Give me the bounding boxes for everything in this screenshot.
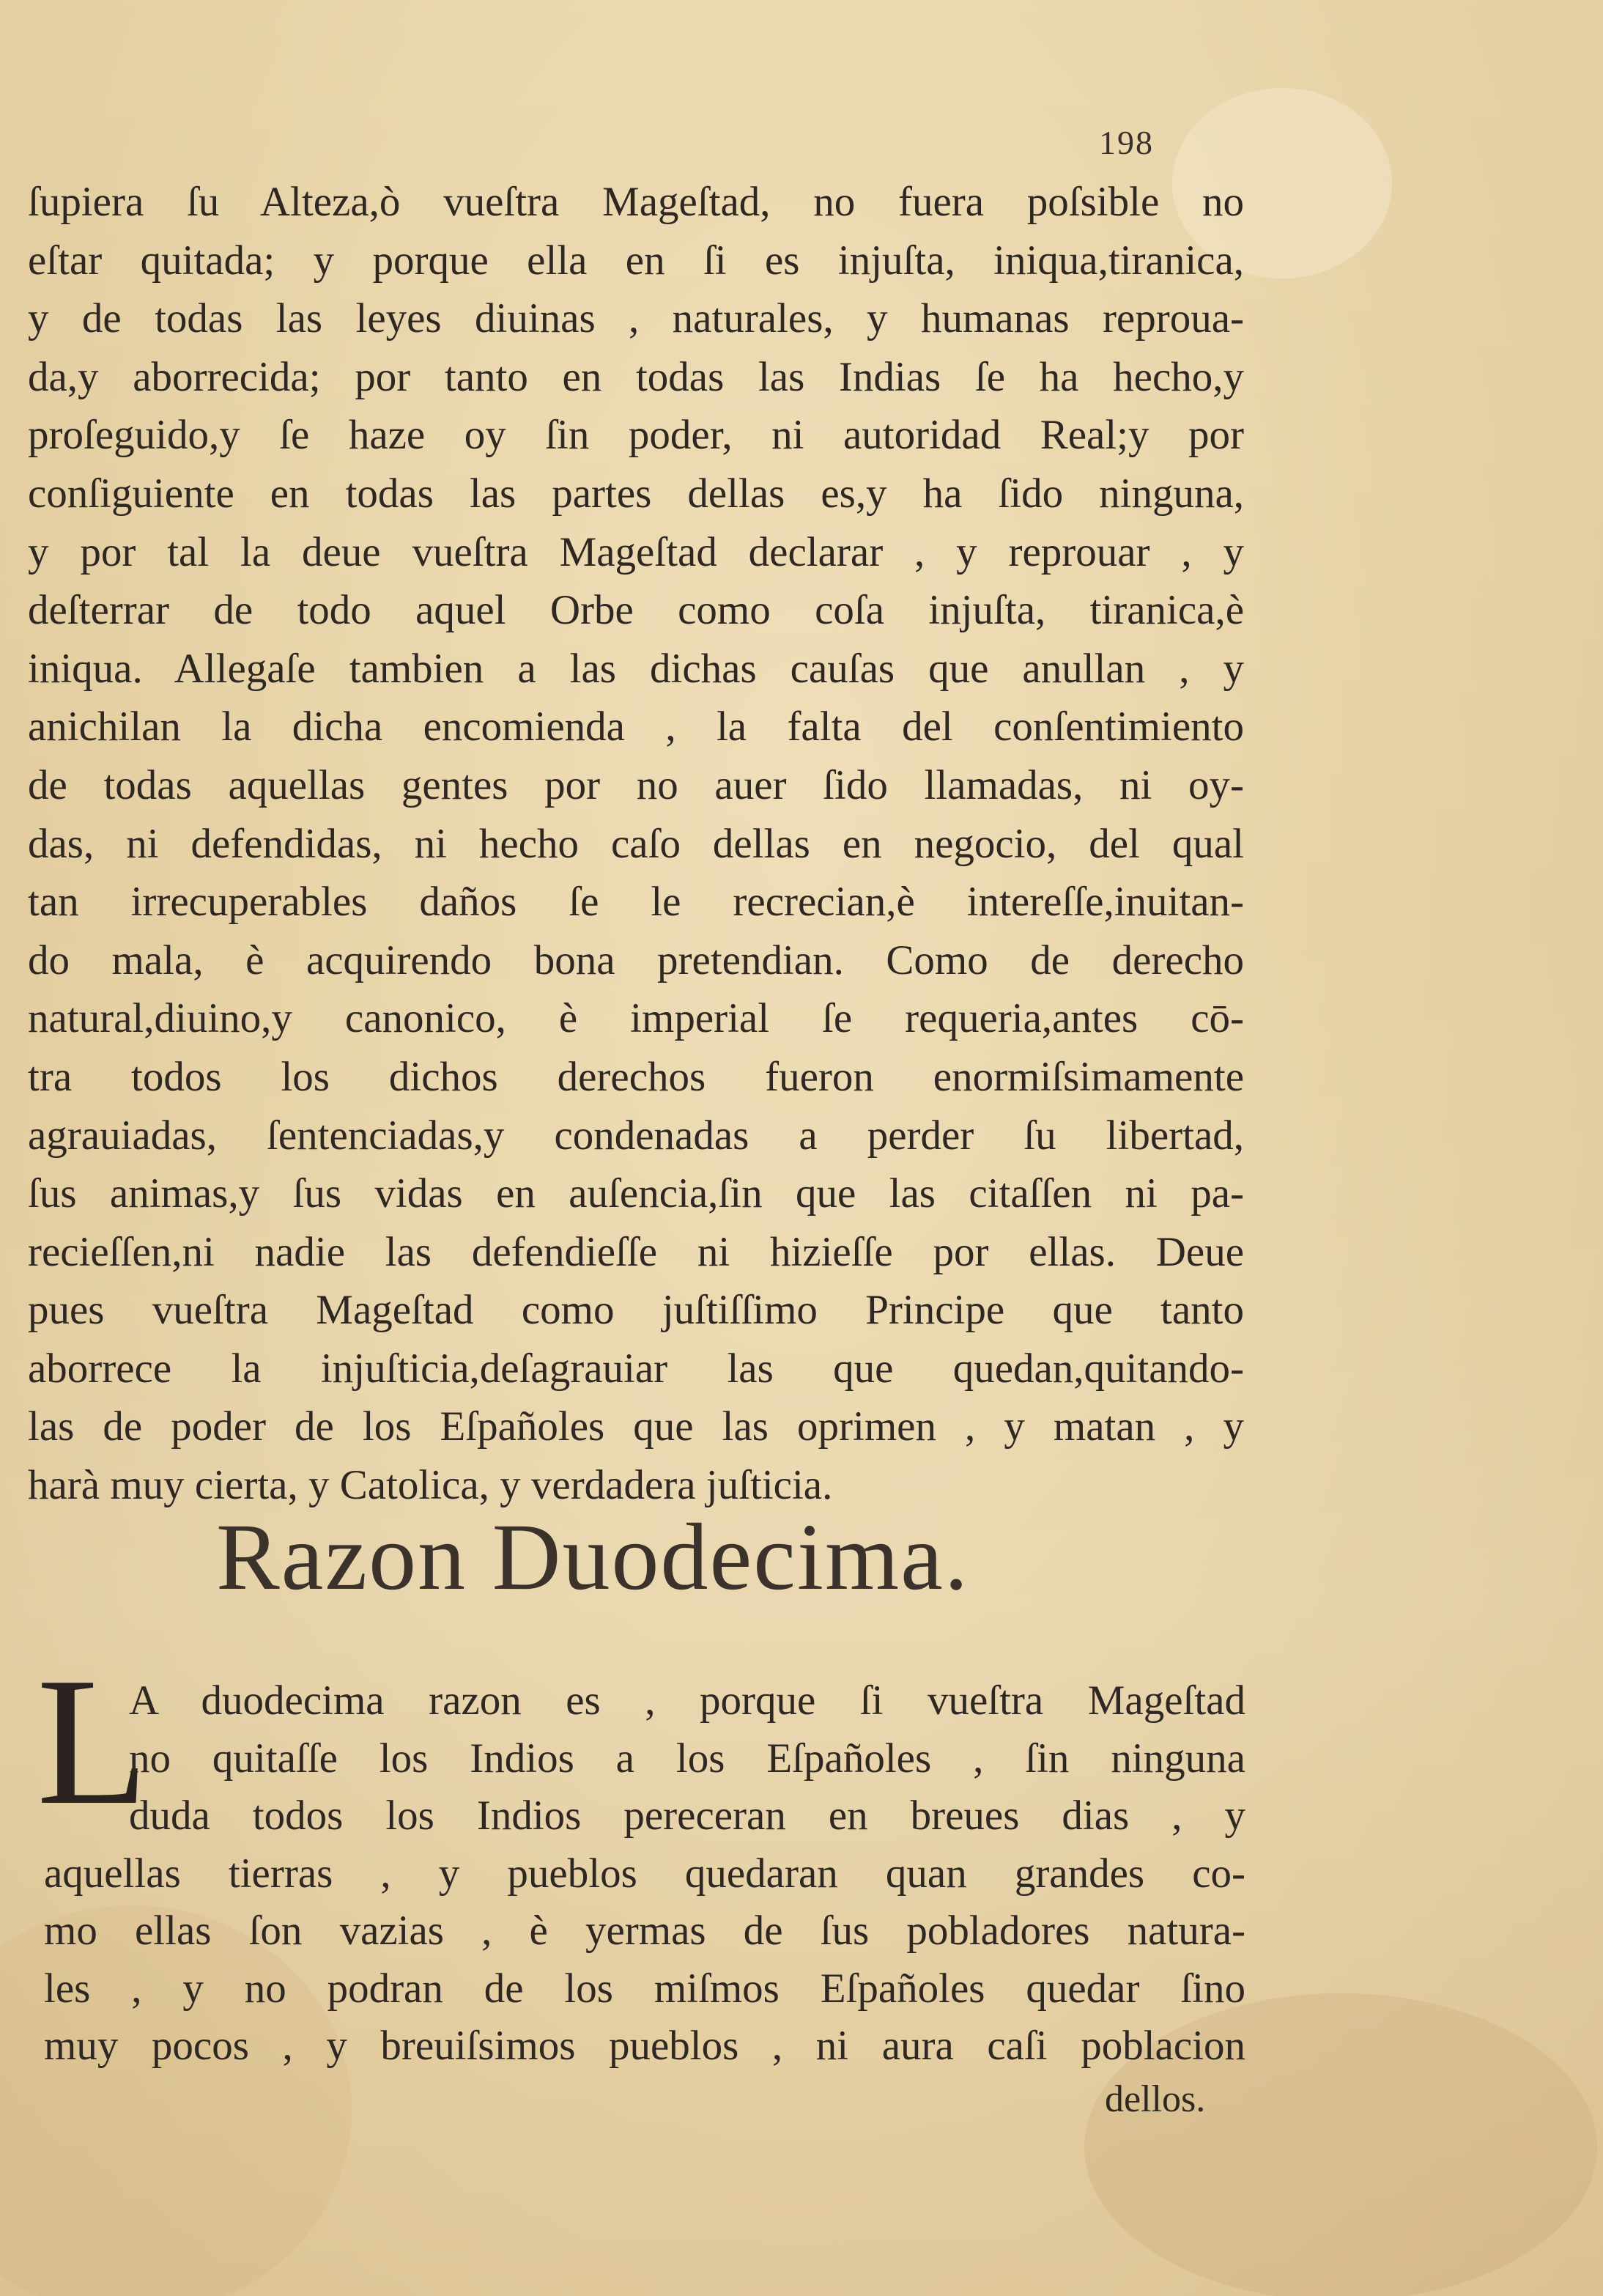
text-line: duda todos los Indios pereceran en breues dias , y [129, 1793, 1245, 1839]
text-line: aborrece la injuſticia,deſagrauiar las que quedan,quitando- [28, 1345, 1244, 1392]
text-line: les , y no podran de los miſmos Eſpañoles quedar ſino [44, 1965, 1245, 2012]
text-line: muy pocos , y breuiſsimos pueblos , ni aura caſi poblacion [44, 2023, 1245, 2069]
text-line: A duodecima razon es , porque ſi vueſtra Mageſtad [129, 1677, 1245, 1724]
body-paragraph [28, 173, 1244, 1515]
text-line: ſupiera ſu Alteza,ò vueſtra Mageſtad, no fuera poſsible no [28, 179, 1244, 225]
section-heading: Razon Duodecima. [216, 1505, 970, 1610]
section-paragraph [44, 1672, 1245, 2075]
text-line: eſtar quitada; y porque ella en ſi es injuſta, iniqua,tiranica, [28, 237, 1244, 284]
text-line: do mala, è acquirendo bona pretendian. Como de derecho [28, 937, 1244, 983]
text-line: proſeguido,y ſe haze oy ſin poder, ni autoridad Real;y por [28, 412, 1244, 459]
text-line: natural,diuino,y canonico, è imperial ſe requeria,antes cō- [28, 995, 1244, 1042]
drop-cap: L [37, 1640, 149, 1843]
text-line: pues vueſtra Mageſtad como juſtiſſimo Principe que tanto [28, 1287, 1244, 1334]
text-line: aquellas tierras , y pueblos quedaran quan grandes co- [44, 1850, 1245, 1897]
text-line: agrauiadas, ſentenciadas,y condenadas a perder ſu libertad, [28, 1112, 1244, 1159]
text-line: conſiguiente en todas las partes dellas es,y ha ſido ninguna, [28, 470, 1244, 517]
text-line: tra todos los dichos derechos fueron enormiſsimamente [28, 1053, 1244, 1100]
text-line: las de poder de los Eſpañoles que las oprimen , y matan , y [28, 1403, 1244, 1450]
text-line: y de todas las leyes diuinas , naturales, y humanas reproua- [28, 295, 1244, 342]
text-line: ſus animas,y ſus vidas en auſencia,ſin que las citaſſen ni pa- [28, 1170, 1244, 1217]
text-line: y por tal la deue vueſtra Mageſtad declarar , y reprouar , y [28, 528, 1244, 575]
page-number: 198 [1099, 124, 1154, 161]
text-line: iniqua. Allegaſe tambien a las dichas cauſas que anullan , y [28, 645, 1244, 692]
text-line: anichilan la dicha encomienda , la falta del conſentimiento [28, 704, 1244, 750]
text-line: mo ellas ſon vazias , è yermas de ſus pobladores natura- [44, 1908, 1245, 1954]
text-line: deſterrar de todo aquel Orbe como coſa injuſta, tiranica,è [28, 587, 1244, 634]
text-line: recieſſen,ni nadie las defendieſſe ni hizieſſe por ellas. Deue [28, 1228, 1244, 1275]
text-line: no quitaſſe los Indios a los Eſpañoles , ſin ninguna [129, 1735, 1245, 1782]
text-line: harà muy cierta, y Catolica, y verdadera juſticia. [28, 1462, 833, 1509]
text-line: das, ni defendidas, ni hecho caſo dellas en negocio, del qual [28, 820, 1244, 867]
catchword: dellos. [1105, 2078, 1206, 2120]
text-line: de todas aquellas gentes por no auer ſido llamadas, ni oy- [28, 761, 1244, 808]
text-line: tan irrecuperables daños ſe le recrecian,è intereſſe,inuitan- [28, 879, 1244, 926]
text-line: da,y aborrecida; por tanto en todas las Indias ſe ha hecho,y [28, 353, 1244, 400]
